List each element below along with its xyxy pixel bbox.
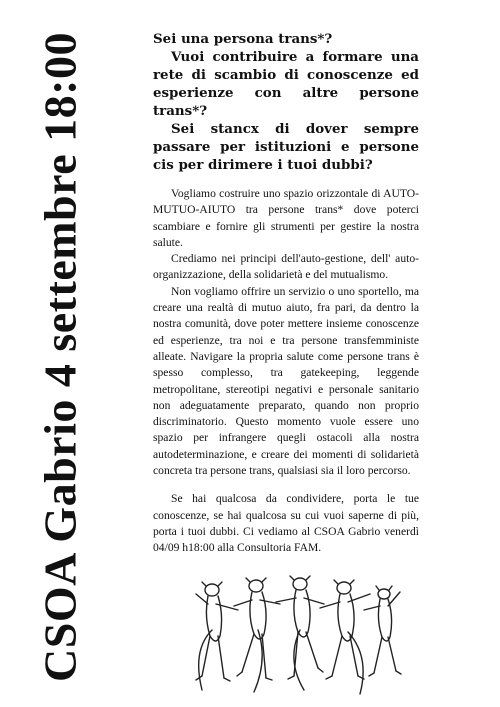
lead-question-2: Vuoi contribuire a formare una rete di scambio di conoscenze ed esperienze con altre persone trans*? xyxy=(153,49,419,119)
lead-question-1: Sei una persona trans*? xyxy=(153,31,333,47)
body-paragraph-1: Vogliamo costruire uno spazio orizzontale di AUTO-MUTUO-AIUTO tra persone trans* dove poterci scambiare e fornire gli strumenti per gestire la nostra salute. xyxy=(153,187,419,249)
dancing-rats-icon xyxy=(180,574,406,698)
lead-questions xyxy=(153,30,419,174)
lead-question-3: Sei stancx di dover sempre passare per istituzioni e persone cis per dirimere i tuoi dubbi? xyxy=(153,121,419,173)
body-paragraph-3: Non vogliamo offrire un servizio o uno sportello, ma creare una realtà di mutuo aiuto, fra pari, da dentro la nostra comunità, dove poter mettere insieme conoscenze ed esperienze, tra noi e tra persone transfemministe alleate. Navigare la propria salute come persone trans è spesso complesso, tra gatekeeping, leggende metropolitane, stereotipi negativi e personale sanitario non adeguatamente preparato, quando non proprio discriminatorio. Questo momento vuole essere uno spazio per infrangere quegli ostacoli alla nostra autodeterminazione, e creare dei momenti di solidarietà concreta tra persone trans, qualsiasi sia il loro percorso. xyxy=(153,284,419,478)
body-paragraph-2: Crediamo nei principi dell'auto-gestione, dell' auto-organizzazione, della solidarietà e del mutualismo. xyxy=(153,252,419,282)
event-title: CSOA Gabrio 4 settembre 18:00 xyxy=(34,32,86,682)
dancing-rats-illustration xyxy=(180,574,406,698)
body-paragraph-4: Se hai qualcosa da condividere, porta le tue conoscenze, se hai qualcosa su cui vuoi saperne di più, porta i tuoi dubbi. Ci vediamo al CSOA Gabrio venerdì 04/09 h18:00 alla Consultoria FAM. xyxy=(153,492,419,555)
body-text xyxy=(153,186,419,557)
flyer-content xyxy=(153,30,419,557)
